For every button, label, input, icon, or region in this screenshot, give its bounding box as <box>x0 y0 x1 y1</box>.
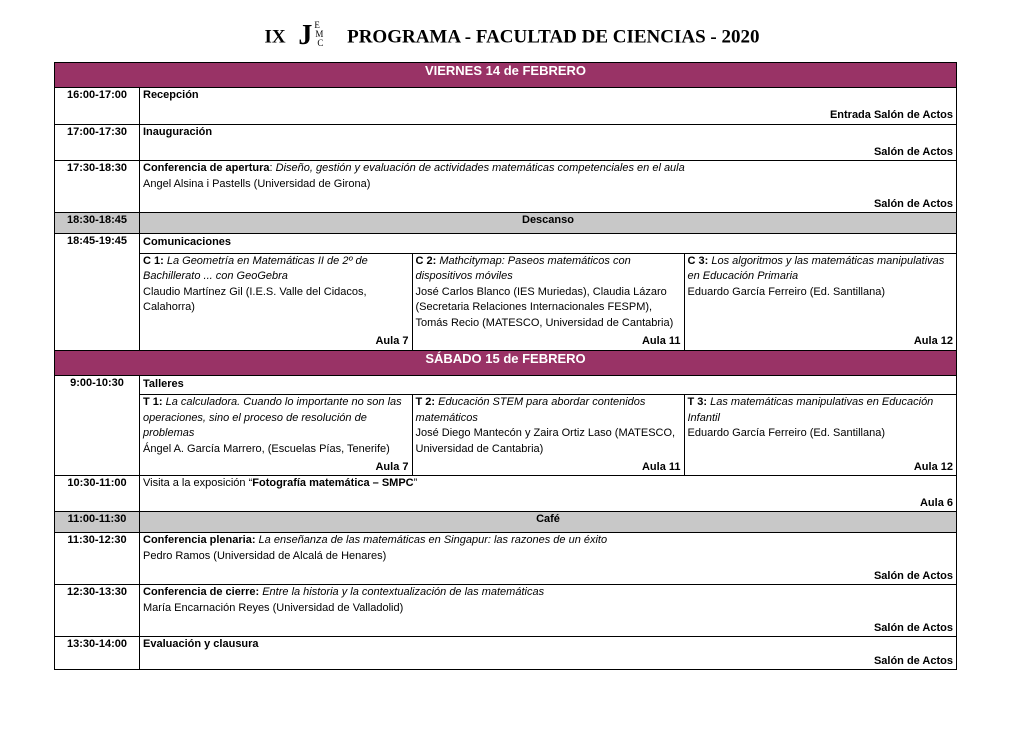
schedule-row <box>55 585 957 637</box>
event-subtitle: La enseñanza de las matemáticas en Singapur: las razones de un éxito <box>258 534 608 546</box>
event-speaker: Angel Alsina i Pastells (Universidad de Girona) <box>143 177 371 190</box>
workshop-room: Aula 7 <box>375 460 409 473</box>
session-code: C 3: <box>687 254 709 267</box>
time-cell: 17:30-18:30 <box>55 161 140 213</box>
event-place: Aula 6 <box>919 496 953 509</box>
workshop-speaker: José Diego Mantecón y Zaira Ortiz Laso (MATESCO, Universidad de Cantabria) <box>415 427 676 455</box>
edition-label: IX <box>264 26 286 48</box>
event-cell <box>140 585 957 637</box>
workshop-card <box>412 395 684 476</box>
event-title: Conferencia plenaria: <box>143 534 256 546</box>
time-cell: 18:45-19:45 <box>55 234 140 351</box>
workshop-card <box>140 395 412 476</box>
session-room: Aula 7 <box>375 335 409 347</box>
event-title: Inauguración <box>143 126 213 138</box>
event-cell <box>140 533 957 585</box>
event-cell: Conferencia de apertura: Diseño, gestión y evaluación de actividades matemáticas competenciales en el aula Angel Alsina i Pastells (Universidad de Girona) Salón de Actos <box>140 161 957 213</box>
event-cell <box>140 125 957 161</box>
session-title: Los algoritmos y las matemáticas manipulativas en Educación Primaria <box>687 254 945 282</box>
jemc-logo: J E M C <box>298 20 324 51</box>
session-speaker: José Carlos Blanco (IES Muriedas), Claudia Lázaro (Secretaria Relaciones Internacionales FESPM), Tomás Recio (MATESCO, Universidad de Cantabria) <box>415 285 674 329</box>
workshop-code: T 2: <box>415 396 436 408</box>
session-speaker: Claudio Martínez Gil (I.E.S. Valle del Cidacos, Calahorra) <box>143 285 367 313</box>
event-subtitle: Diseño, gestión y evaluación de actividades matemáticas competenciales en el aula <box>275 162 685 174</box>
event-title: Conferencia de cierre: <box>143 586 260 598</box>
event-speaker: Pedro Ramos (Universidad de Alcalá de Henares) <box>143 549 387 562</box>
event-title: Talleres <box>143 377 184 390</box>
event-title: Conferencia de apertura <box>143 162 270 174</box>
event-place: Salón de Actos <box>873 654 953 667</box>
session-title: La Geometría en Matemáticas II de 2º de Bachillerato ... con GeoGebra <box>143 254 368 282</box>
time-cell: 18:30-18:45 <box>55 213 140 234</box>
session-card <box>412 253 684 350</box>
event-place: Entrada Salón de Actos <box>829 108 953 121</box>
workshop-room: Aula 12 <box>913 460 953 473</box>
schedule-row <box>55 161 957 213</box>
event-subtitle: Entre la historia y la contextualización de las matemáticas <box>262 586 545 598</box>
time-cell: 11:00-11:30 <box>55 512 140 533</box>
session-card <box>684 253 956 350</box>
time-cell: 12:30-13:30 <box>55 585 140 637</box>
schedule-row <box>55 375 957 476</box>
time-cell: 9:00-10:30 <box>55 375 140 476</box>
page-title <box>0 20 1024 51</box>
event-place: Salón de Actos <box>873 621 953 634</box>
session-code: C 2: <box>415 254 437 267</box>
event-cell <box>140 375 957 476</box>
schedule-row <box>55 637 957 670</box>
event-title: Evaluación y clausura <box>143 638 259 650</box>
workshop-code: T 1: <box>143 396 163 408</box>
workshop-title: Las matemáticas manipulativas en Educación Infantil <box>687 396 934 424</box>
event-place: Salón de Actos <box>873 569 953 582</box>
schedule-row <box>55 88 957 125</box>
schedule-row <box>55 234 957 351</box>
program-table <box>54 62 957 670</box>
workshop-speaker: Ángel A. García Marrero, (Escuelas Pías, Tenerife) <box>143 442 390 455</box>
time-cell: 13:30-14:00 <box>55 637 140 670</box>
workshop-speaker: Eduardo García Ferreiro (Ed. Santillana) <box>687 427 885 439</box>
time-cell: 16:00-17:00 <box>55 88 140 125</box>
event-cell <box>140 88 957 125</box>
event-title: Fotografía matemática – SMPC <box>252 477 414 489</box>
event-cell <box>140 234 957 351</box>
workshops-grid <box>140 394 956 475</box>
session-code: C 1: <box>143 254 164 267</box>
workshop-code: T 3: <box>687 396 708 408</box>
workshop-room: Aula 11 <box>641 460 681 473</box>
session-room: Aula 11 <box>641 335 681 347</box>
schedule-row <box>55 125 957 161</box>
day-header-saturday: SÁBADO 15 de FEBRERO <box>55 350 957 375</box>
event-cell <box>140 637 957 670</box>
break-label: Café <box>140 512 957 533</box>
event-cell <box>140 476 957 512</box>
event-speaker: María Encarnación Reyes (Universidad de Valladolid) <box>143 601 404 614</box>
program-title: PROGRAMA - FACULTAD DE CIENCIAS - 2020 <box>347 26 760 48</box>
break-label: Descanso <box>140 213 957 234</box>
workshop-title: Educación STEM para abordar contenidos matemáticos <box>415 396 646 424</box>
schedule-row <box>55 476 957 512</box>
event-place: Salón de Actos <box>873 145 953 158</box>
session-speaker: Eduardo García Ferreiro (Ed. Santillana) <box>687 285 885 298</box>
workshop-card <box>684 395 956 476</box>
schedule-row <box>55 533 957 585</box>
time-cell: 17:00-17:30 <box>55 125 140 161</box>
event-title: Recepción <box>143 89 199 101</box>
event-title: Comunicaciones <box>143 236 232 248</box>
event-place: Salón de Actos <box>873 197 953 210</box>
break-row <box>55 213 957 234</box>
break-row <box>55 512 957 533</box>
workshop-title: La calculadora. Cuando lo importante no son las operaciones, sino el proceso de resolución de problemas <box>143 396 402 439</box>
session-card <box>140 253 412 350</box>
day-header-friday: VIERNES 14 de FEBRERO <box>55 63 957 88</box>
session-title: Mathcitymap: Paseos matemáticos con dispositivos móviles <box>415 254 631 282</box>
event-prefix: Visita a la exposición “ <box>143 477 253 489</box>
sessions-grid <box>140 253 956 350</box>
event-suffix: ” <box>413 477 418 489</box>
session-room: Aula 12 <box>913 335 953 347</box>
time-cell: 11:30-12:30 <box>55 533 140 585</box>
time-cell: 10:30-11:00 <box>55 476 140 512</box>
